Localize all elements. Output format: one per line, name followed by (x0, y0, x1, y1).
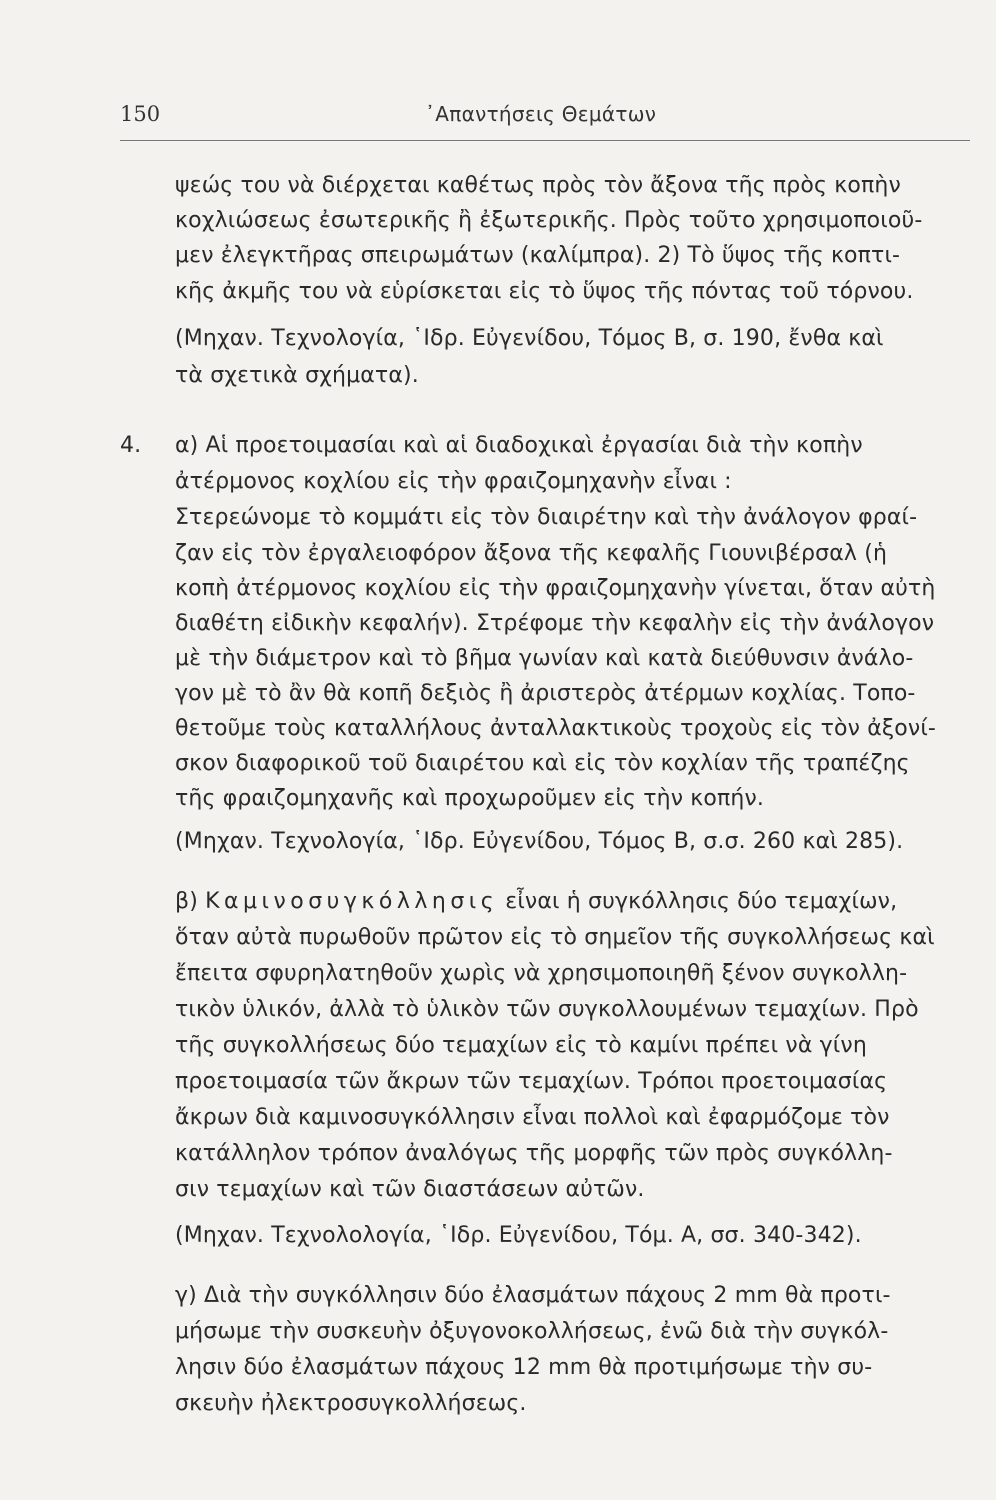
citation-line: (Μηχαν. Τεχνολογία, ῾Ιδρ. Εὐγενίδου, Τόμος Β, σ.σ. 260 καὶ 285). (175, 829, 904, 854)
text-line: θετοῦμε τοὺς καταλλήλους ἀνταλλακτικοὺς τροχοὺς εἰς τὸν ἀξονί- (175, 716, 937, 741)
text-line: κοπὴ ἀτέρμονος κοχλίου εἰς τὴν φραιζομηχανὴν γίνεται, ὅταν αὐτὴ (175, 576, 936, 601)
item-label: β) (175, 889, 198, 914)
text-line: τῆς συγκολλήσεως δύο τεμαχίων εἰς τὸ καμίνι πρέπει νὰ γίνη (175, 1033, 867, 1058)
text-line: Στερεώνομε τὸ κομμάτι εἰς τὸν διαιρέτην καὶ τὴν ἀνάλογον φραί- (175, 505, 918, 530)
citation-line: τὰ σχετικὰ σχήματα). (175, 363, 419, 388)
text-line: γον μὲ τὸ ἂν θὰ κοπῆ δεξιὸς ἢ ἀριστερὸς ἀτέρμων κοχλίας. Τοπο- (175, 681, 916, 706)
text-line: κῆς ἀκμῆς του νὰ εὑρίσκεται εἰς τὸ ὕψος τῆς πόντας τοῦ τόρνου. (175, 279, 914, 304)
text-line (175, 888, 897, 916)
text-line: τικὸν ὑλικόν, ἀλλὰ τὸ ὑλικὸν τῶν συγκολλουμένων τεμαχίων. Πρὸ (175, 997, 919, 1022)
running-head: ᾿Απαντήσεις Θεμάτων (425, 102, 657, 126)
citation-line: (Μηχαν. Τεχνολολογία, ῾Ιδρ. Εὐγενίδου, Τόμ. Α, σσ. 340-342). (175, 1223, 862, 1248)
spaced-term: Καμινοσυγκόλλησις (205, 889, 499, 914)
text-line: ἔπειτα σφυρηλατηθοῦν χωρὶς νὰ χρησιμοποιηθῆ ξένον συγκολλη- (175, 961, 908, 986)
text-line: ζαν εἰς τὸν ἐργαλειοφόρον ἄξονα τῆς κεφαλῆς Γιουνιβέρσαλ (ἡ (175, 541, 888, 566)
text-line: διαθέτη εἰδικὴν κεφαλήν). Στρέφομε τὴν κεφαλὴν εἰς τὴν ἀνάλογον (175, 611, 935, 636)
page-number: 150 (120, 102, 161, 126)
text-line: μὲ τὴν διάμετρον καὶ τὸ βῆμα γωνίαν καὶ κατὰ διεύθυνσιν ἀνάλο- (175, 646, 914, 671)
item-number: 4. (120, 433, 142, 458)
text-line: ψεώς του νὰ διέρχεται καθέτως πρὸς τὸν ἄξονα τῆς πρὸς κοπὴν (175, 173, 901, 198)
text-line: α) Αἱ προετοιμασίαι καὶ αἱ διαδοχικαὶ ἐργασίαι διὰ τὴν κοπὴν (175, 433, 863, 458)
text-line: ὅταν αὐτὰ πυρωθοῦν πρῶτον εἰς τὸ σημεῖον τῆς συγκολλήσεως καὶ (175, 925, 935, 950)
text-line: σιν τεμαχίων καὶ τῶν διαστάσεων αὐτῶν. (175, 1177, 645, 1202)
text-line: λησιν δύο ἐλασμάτων πάχους 12 mm θὰ προτιμήσωμε τὴν συ- (175, 1355, 873, 1380)
line-rest: εἶναι ἡ συγκόλλησις δύο τεμαχίων, (505, 889, 898, 914)
text-line: κατάλληλον τρόπον ἀναλόγως τῆς μορφῆς τῶν πρὸς συγκόλλη- (175, 1141, 893, 1166)
text-line: σκευὴν ἠλεκτροσυγκολλήσεως. (175, 1391, 527, 1416)
text-line: κοχλιώσεως ἐσωτερικῆς ἢ ἐξωτερικῆς. Πρὸς τοῦτο χρησιμοποιοῦ- (175, 208, 923, 233)
text-line: τῆς φραιζομηχανῆς καὶ προχωροῦμεν εἰς τὴν κοπήν. (175, 786, 765, 811)
text-line: ἄκρων διὰ καμινοσυγκόλλησιν εἶναι πολλοὶ καὶ ἐφαρμόζομε τὸν (175, 1105, 890, 1130)
text-line: μήσωμε τὴν συσκευὴν ὀξυγονοκολλήσεως, ἐνῶ διὰ τὴν συγκόλ- (175, 1319, 889, 1344)
text-line: προετοιμασία τῶν ἄκρων τῶν τεμαχίων. Τρόποι προετοιμασίας (175, 1069, 888, 1094)
text-line: σκον διαφορικοῦ τοῦ διαιρέτου καὶ εἰς τὸν κοχλίαν τῆς τραπέζης (175, 751, 910, 776)
text-line: γ) Διὰ τὴν συγκόλλησιν δύο ἐλασμάτων πάχους 2 mm θὰ προτι- (175, 1283, 891, 1308)
text-line: μεν ἐλεγκτῆρας σπειρωμάτων (καλίμπρα). 2) Τὸ ὕψος τῆς κοπτι- (175, 243, 901, 268)
text-line: ἀτέρμονος κοχλίου εἰς τὴν φραιζομηχανὴν εἶναι : (175, 469, 732, 494)
citation-line: (Μηχαν. Τεχνολογία, ῾Ιδρ. Εὐγενίδου, Τόμος Β, σ. 190, ἔνθα καὶ (175, 326, 884, 351)
